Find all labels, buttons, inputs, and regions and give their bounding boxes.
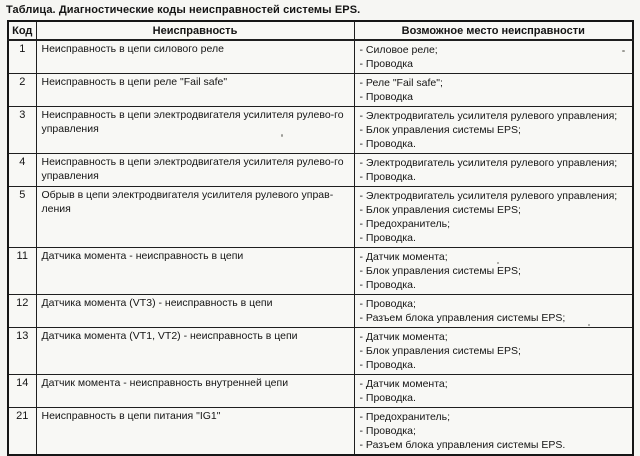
scan-speck: [281, 134, 283, 137]
possible-locations: [354, 40, 633, 74]
scan-speck: [588, 324, 590, 326]
table-row: [8, 154, 633, 187]
fault-description: Датчика момента (VT3) - неисправность в цепи: [36, 295, 354, 328]
place-line: - Разъем блока управления системы EPS;: [359, 312, 566, 324]
table-row: [8, 187, 633, 248]
place-line: - Реле "Fail safe";: [359, 77, 443, 89]
header-possible-location: Возможное место неисправности: [354, 21, 633, 40]
place-line: - Блок управления системы EPS;: [359, 204, 521, 216]
fault-code: 13: [8, 328, 36, 375]
table-row: [8, 40, 633, 74]
fault-description: Обрыв в цепи электродвигателя усилителя рулевого управ-ления: [36, 187, 354, 248]
possible-locations: [354, 74, 633, 107]
place-line: - Электродвигатель усилителя рулевого управления;: [359, 157, 618, 169]
table-row: [8, 408, 633, 456]
fault-code: 2: [8, 74, 36, 107]
place-line: - Проводка.: [359, 359, 416, 371]
place-line: - Проводка.: [359, 279, 416, 291]
place-line: - Блок управления системы EPS;: [359, 265, 521, 277]
fault-code: 1: [8, 40, 36, 74]
fault-description: Датчика момента - неисправность в цепи: [36, 248, 354, 295]
possible-locations: [354, 187, 633, 248]
table-row: [8, 295, 633, 328]
fault-description: Датчик момента - неисправность внутренней цепи: [36, 375, 354, 408]
fault-description: Датчика момента (VT1, VT2) - неисправность в цепи: [36, 328, 354, 375]
possible-locations: [354, 107, 633, 154]
table-row: [8, 375, 633, 408]
fault-code: 21: [8, 408, 36, 456]
place-line: - Проводка: [359, 91, 413, 103]
table-title: Таблица. Диагностические коды неисправностей системы EPS.: [6, 4, 361, 16]
table-row: [8, 107, 633, 154]
table-row: [8, 74, 633, 107]
possible-locations: [354, 295, 633, 328]
place-line: - Предохранитель;: [359, 218, 451, 230]
place-line: - Датчик момента;: [359, 331, 448, 343]
possible-locations: [354, 375, 633, 408]
header-fault: Неисправность: [36, 21, 354, 40]
possible-locations: [354, 408, 633, 456]
place-line: - Предохранитель;: [359, 411, 451, 423]
possible-locations: [354, 248, 633, 295]
place-line: - Силовое реле;: [359, 44, 438, 56]
place-line: - Проводка;: [359, 425, 416, 437]
fault-code: 3: [8, 107, 36, 154]
fault-code: 14: [8, 375, 36, 408]
place-line: - Проводка.: [359, 232, 416, 244]
possible-locations: [354, 328, 633, 375]
place-line: - Проводка: [359, 58, 413, 70]
header-code: Код: [8, 21, 36, 40]
scan-speck: [622, 50, 625, 52]
scanned-document-page: [0, 3, 640, 451]
fault-code: 12: [8, 295, 36, 328]
place-line: - Датчик момента;: [359, 251, 448, 263]
table-row: [8, 328, 633, 375]
fault-description: Неисправность в цепи силового реле: [36, 40, 354, 74]
fault-description: Неисправность в цепи электродвигателя усилителя рулево-го управления: [36, 107, 354, 154]
fault-code: 11: [8, 248, 36, 295]
fault-description: Неисправность в цепи питания "IG1": [36, 408, 354, 456]
place-line: - Электродвигатель усилителя рулевого управления;: [359, 110, 618, 122]
place-line: - Проводка.: [359, 171, 416, 183]
fault-code: 5: [8, 187, 36, 248]
table-row: [8, 248, 633, 295]
place-line: - Проводка.: [359, 392, 416, 404]
possible-locations: [354, 154, 633, 187]
place-line: - Блок управления системы EPS;: [359, 124, 521, 136]
diagnostic-codes-table: [7, 20, 634, 456]
scan-speck: [497, 262, 499, 264]
place-line: - Разъем блока управления системы EPS.: [359, 439, 566, 451]
fault-description: Неисправность в цепи реле "Fail safe": [36, 74, 354, 107]
table-header-row: [8, 21, 633, 40]
place-line: - Проводка;: [359, 298, 416, 310]
place-line: - Проводка.: [359, 138, 416, 150]
place-line: - Электродвигатель усилителя рулевого управления;: [359, 190, 618, 202]
fault-code: 4: [8, 154, 36, 187]
fault-description: Неисправность в цепи электродвигателя усилителя рулево-го управления: [36, 154, 354, 187]
place-line: - Датчик момента;: [359, 378, 448, 390]
place-line: - Блок управления системы EPS;: [359, 345, 521, 357]
